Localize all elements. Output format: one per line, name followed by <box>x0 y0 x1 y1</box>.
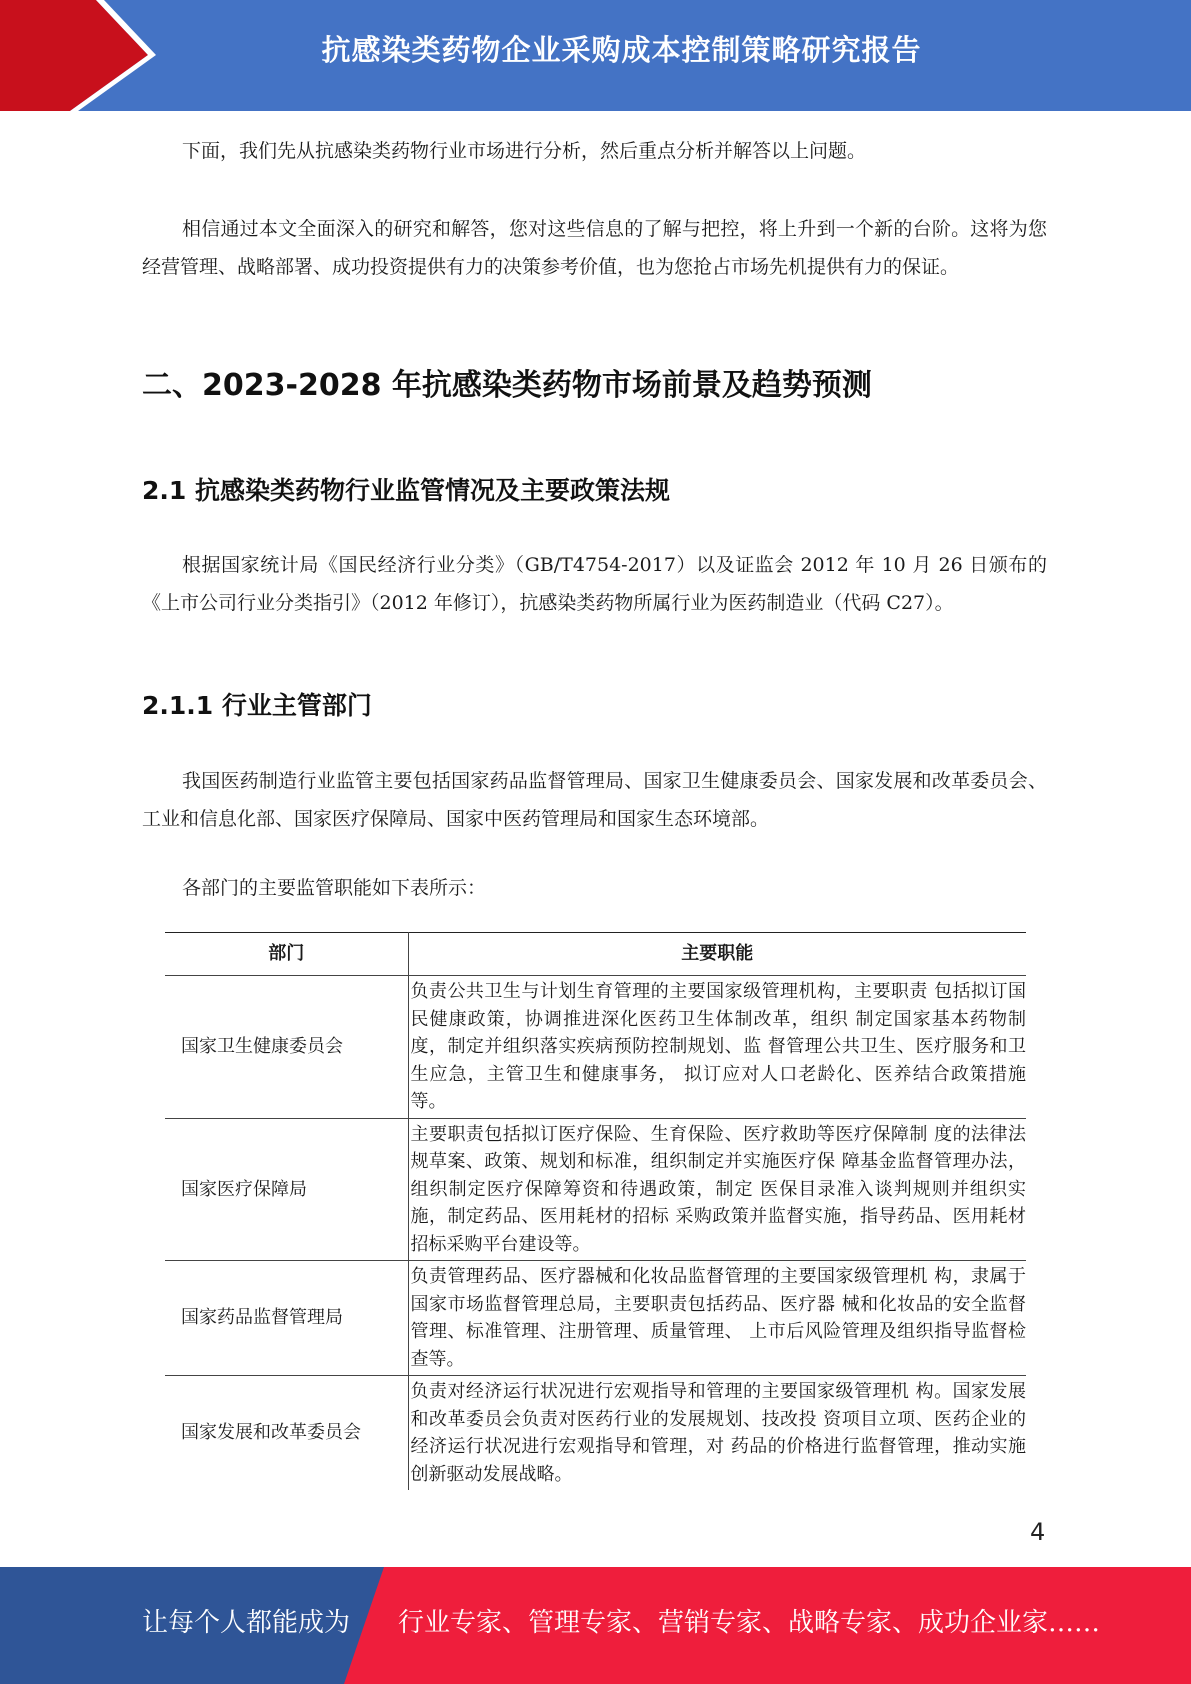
page-number: 4 <box>1030 1518 1046 1546</box>
table-header-dept: 部门 <box>165 933 408 976</box>
footer-slogan-left: 让每个人都能成为 <box>142 1608 351 1638</box>
table-cell-dept: 国家卫生健康委员会 <box>165 976 408 1119</box>
table-cell-dept: 国家发展和改革委员会 <box>165 1376 408 1491</box>
paragraph-classification: 根据国家统计局《国民经济行业分类》（GB/T4754-2017）以及证监会 2012 年 10 月 26 日颁布的《上市公司行业分类指引》（2012 年修订），抗感染类药物所属行业为医药制造业（代码 C27）。 <box>142 554 1047 614</box>
subsection-heading: 2.1 抗感染类药物行业监管情况及主要政策法规 <box>142 476 670 505</box>
paragraph-value: 相信通过本文全面深入的研究和解答，您对这些信息的了解与把控，将上升到一个新的台阶。这将为您经营管理、战略部署、成功投资提供有力的决策参考价值，也为您抢占市场先机提供有力的保证。 <box>142 218 1047 278</box>
table-cell-dept: 国家医疗保障局 <box>165 1118 408 1261</box>
table-row <box>165 1118 1026 1261</box>
table-cell-duty: 主要职责包括拟订医疗保险、生育保险、医疗救助等医疗保障制 度的法律法规草案、政策、规划和标准，组织制定并实施医疗保 障基金监督管理办法，组织制定医疗保障筹资和待遇政策，制定 医保目录准入谈判规则并组织实施，制定药品、医用耗材的招标 采购政策并监督实施，指导药品、医用耗材招标采购平台建设等。 <box>408 1118 1026 1261</box>
page-footer <box>0 1567 1191 1684</box>
header-title: 抗感染类药物企业采购成本控制策略研究报告 <box>321 33 922 67</box>
subsubsection-heading: 2.1.1 行业主管部门 <box>142 691 372 720</box>
regulator-table <box>165 932 1026 1490</box>
table-row <box>165 976 1026 1119</box>
table-cell-dept: 国家药品监督管理局 <box>165 1261 408 1376</box>
paragraph-regulators: 我国医药制造行业监管主要包括国家药品监督管理局、国家卫生健康委员会、国家发展和改革委员会、工业和信息化部、国家医疗保障局、国家中医药管理局和国家生态环境部。 <box>142 770 1047 830</box>
page-header <box>0 0 1191 111</box>
table-cell-duty: 负责公共卫生与计划生育管理的主要国家级管理机构，主要职责 包括拟订国民健康政策，协调推进深化医药卫生体制改革，组织 制定国家基本药物制度，制定并组织落实疾病预防控制规划、监 督管理公共卫生、医疗服务和卫生应急，主管卫生和健康事务， 拟订应对人口老龄化、医养结合政策措施等。 <box>408 976 1026 1119</box>
paragraph-table-intro: 各部门的主要监管职能如下表所示： <box>182 877 487 899</box>
table-row <box>165 1376 1026 1491</box>
table-header-duty: 主要职能 <box>408 933 1026 976</box>
footer-slogan-right: 行业专家、管理专家、营销专家、战略专家、成功企业家…… <box>398 1608 1101 1638</box>
section-heading: 二、2023-2028 年抗感染类药物市场前景及趋势预测 <box>142 368 872 403</box>
table-cell-duty: 负责对经济运行状况进行宏观指导和管理的主要国家级管理机 构。国家发展和改革委员会负责对医药行业的发展规划、技改投 资项目立项、医药企业的经济运行状况进行宏观指导和管理，对 药品的价格进行监督管理，推动实施创新驱动发展战略。 <box>410 1381 1026 1485</box>
paragraph-intro: 下面，我们先从抗感染类药物行业市场进行分析，然后重点分析并解答以上问题。 <box>182 140 867 162</box>
table-cell-duty: 负责管理药品、医疗器械和化妆品监督管理的主要国家级管理机 构，隶属于国家市场监督管理总局，主要职责包括药品、医疗器 械和化妆品的安全监督管理、标准管理、注册管理、质量管理、 上市后风险管理及组织指导监督检查等。 <box>408 1261 1026 1376</box>
table-header-row <box>165 933 1026 976</box>
table-row <box>165 1261 1026 1376</box>
